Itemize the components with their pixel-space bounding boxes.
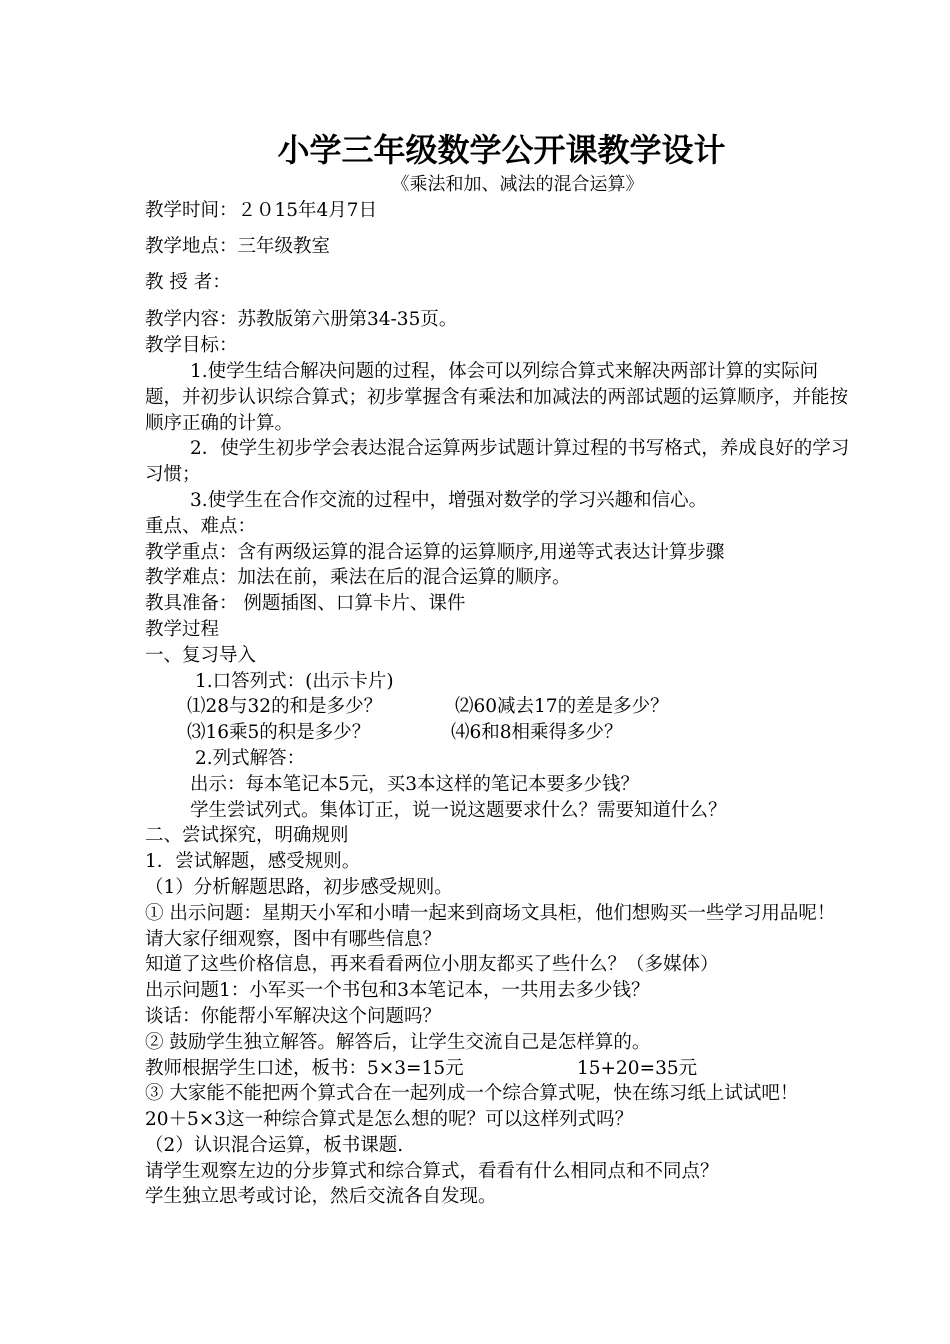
combined-formula-question: 20＋5×3这一种综合算式是怎么想的呢？可以这样列式吗？ (145, 1109, 634, 1131)
difficult-point: 教学难点：加法在前，乘法在后的混合运算的顺序。 (145, 567, 571, 589)
teaching-tools: 教具准备： 例题插图、口算卡片、课件 (145, 593, 466, 615)
problem-1: 出示问题1：小军买一个书包和3本笔记本，一共用去多少钱？ (145, 980, 650, 1002)
goal-2: 2．使学生初步学会表达混合运算两步试题计算过程的书写格式，养成良好的学习习惯； (145, 438, 850, 486)
question-4: ⑷6和8相乘得多少？ (451, 722, 623, 744)
goals-heading: 教学目标： (145, 335, 238, 357)
analyze-thinking: （1）分析解题思路，初步感受规则。 (145, 876, 453, 898)
question-1: ⑴28与32的和是多少？ (187, 696, 383, 718)
talk: 谈话：你能帮小军解决这个问题吗？ (145, 1005, 442, 1027)
written-solution: 2.列式解答： (195, 747, 306, 769)
teaching-place: 教学地点：三年级教室 (145, 235, 331, 257)
try-solve: 1．尝试解题，感受规则。 (145, 851, 361, 873)
question-row-1 (145, 694, 850, 720)
show-problem: 出示：每本笔记本5元，买3本这样的笔记本要多少钱？ (190, 773, 640, 795)
teaching-time: 教学时间：２０15年4月7日 (145, 200, 378, 221)
board-writing (145, 1056, 850, 1082)
goal-3: 3.使学生在合作交流的过程中，增强对数学的学习兴趣和信心。 (190, 489, 708, 511)
think-discuss: 学生独立思考或讨论，然后交流各自发现。 (145, 1186, 497, 1208)
teaching-content: 教学内容：苏教版第六册第34-35页。 (145, 309, 458, 331)
board-formula-2: 15+20=35元 (577, 1057, 698, 1079)
oral-listing: 1.口答列式：(出示卡片) (195, 670, 394, 692)
document-title: 小学三年级数学公开课教学设计 (277, 131, 726, 169)
section-2-heading: 二、尝试探究，明确规则 (145, 825, 349, 847)
question-2: ⑵60减去17的差是多少？ (455, 696, 669, 718)
step-1-followup: 知道了这些价格信息，再来看看两位小朋友都买了些什么？（多媒体） (145, 954, 719, 976)
step-3: ③ 大家能不能把两个算式合在一起列成一个综合算式呢，快在练习纸上试试吧！ (145, 1083, 799, 1105)
question-row-2 (145, 720, 850, 746)
document-subtitle: 《乘法和加、减法的混合运算》 (391, 174, 644, 195)
keypoints-heading: 重点、难点： (145, 515, 257, 537)
students-try: 学生尝试列式。集体订正，说一说这题要求什么？需要知道什么？ (190, 799, 727, 821)
section-1-heading: 一、复习导入 (145, 644, 257, 666)
step-1: ① 出示问题：星期天小军和小晴一起来到商场文具柜，他们想购买一些学习用品呢！请大家仔细观察，图中有哪些信息？ (145, 902, 836, 950)
goal-1: 1.使学生结合解决问题的过程，体会可以列综合算式来解决两部计算的实际问题，并初步认识综合算式；初步掌握含有乘法和加减法的两部试题的运算顺序，并能按顺序正确的计算。 (145, 360, 849, 434)
observe-compare: 请学生观察左边的分步算式和综合算式，看看有什么相同点和不同点？ (145, 1160, 719, 1182)
teacher: 教 授 者： (145, 271, 231, 293)
board-formula-1: 教师根据学生口述，板书：5×3=15元 (145, 1057, 464, 1079)
step-2: ② 鼓励学生独立解答。解答后，让学生交流自己是怎样算的。 (145, 1031, 651, 1053)
document-page (145, 128, 850, 1210)
recognize-mixed: （2）认识混合运算，板书课题. (145, 1134, 404, 1156)
question-3: ⑶16乘5的积是多少？ (187, 722, 371, 744)
process-heading: 教学过程 (145, 618, 220, 640)
key-point: 教学重点：含有两级运算的混合运算的运算顺序,用递等式表达计算步骤 (145, 541, 725, 563)
